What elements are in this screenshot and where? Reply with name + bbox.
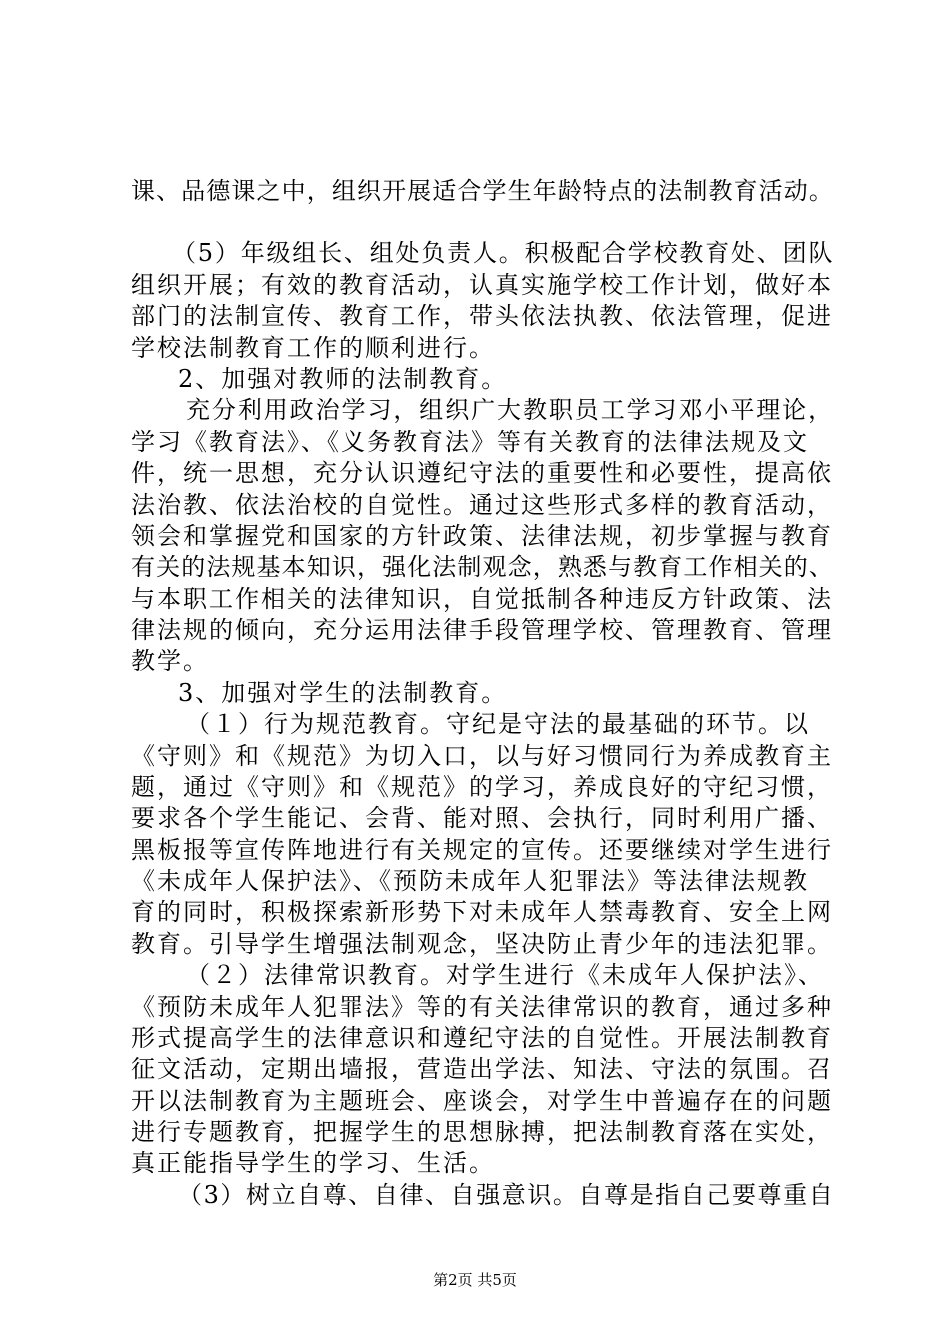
text-line: 教育。引导学生增强法制观念，坚决防止青少年的违法犯罪。: [131, 930, 833, 958]
text-line: （5）年级组长、组处负责人。积极配合学校教育处、团队: [172, 239, 835, 267]
section-heading: 2、加强对教师的法制教育。: [178, 365, 508, 393]
text-line: 《未成年人保护法》、《预防未成年人犯罪法》等法律法规教: [131, 867, 809, 895]
text-line: 部门的法制宣传、教育工作，带头依法执教、依法管理，促进: [131, 302, 833, 330]
text-line: 进行专题教育，把握学生的思想脉搏，把法制教育落在实处，: [131, 1118, 833, 1146]
page-number-footer: 第2页 共5页: [433, 1271, 517, 1289]
text-line: 件，统一思想，充分认识遵纪守法的重要性和必要性，提高依: [131, 459, 833, 487]
text-line: 《守则》和《规范》为切入口，以与好习惯同行为养成教育主: [131, 742, 833, 770]
text-line: 充分利用政治学习，组织广大教职员工学习邓小平理论，: [186, 396, 834, 424]
text-line: 形式提高学生的法律意识和遵纪守法的自觉性。开展法制教育: [131, 1024, 833, 1052]
text-line: 领会和掌握党和国家的方针政策、法律法规，初步掌握与教育: [131, 522, 833, 550]
text-line: 《预防未成年人犯罪法》等的有关法律常识的教育，通过多种: [131, 993, 833, 1021]
text-line: 黑板报等宣传阵地进行有关规定的宣传。还要继续对学生进行: [131, 836, 833, 864]
text-line: （２）法律常识教育。对学生进行《未成年人保护法》、: [186, 961, 824, 989]
text-line: 育的同时，积极探索新形势下对未成年人禁毒教育、安全上网: [131, 898, 833, 926]
text-line: 征文活动，定期出墙报，营造出学法、知法、守法的氛围。召: [131, 1055, 833, 1083]
text-line: 题，通过《守则》和《规范》的学习，养成良好的守纪习惯，: [131, 773, 833, 801]
text-line: 学习《教育法》、《义务教育法》等有关教育的法律法规及文: [131, 428, 809, 456]
text-line: 教学。: [131, 647, 209, 675]
text-line: 真正能指导学生的学习、生活。: [131, 1149, 495, 1177]
section-heading: 3、加强对学生的法制教育。: [178, 679, 508, 707]
text-line: 学校法制教育工作的顺利进行。: [131, 334, 495, 362]
text-line: （１）行为规范教育。守纪是守法的最基础的环节。以: [186, 710, 810, 738]
text-line: 与本职工作相关的法律知识，自觉抵制各种违反方针政策、法: [131, 585, 833, 613]
text-line: 律法规的倾向，充分运用法律手段管理学校、管理教育、管理: [131, 616, 833, 644]
text-line: 要求各个学生能记、会背、能对照、会执行，同时利用广播、: [131, 804, 833, 832]
text-line: 法治教、依法治校的自觉性。通过这些形式多样的教育活动，: [131, 491, 833, 519]
text-line: 有关的法规基本知识，强化法制观念，熟悉与教育工作相关的、: [131, 553, 834, 581]
text-line: 组织开展；有效的教育活动，认真实施学校工作计划，做好本: [131, 271, 833, 299]
text-line: （3）树立自尊、自律、自强意识。自尊是指自己要尊重自: [178, 1181, 835, 1209]
text-line: 课、品德课之中，组织开展适合学生年龄特点的法制教育活动。: [131, 177, 834, 205]
text-line: 开以法制教育为主题班会、座谈会，对学生中普遍存在的问题: [131, 1087, 833, 1115]
